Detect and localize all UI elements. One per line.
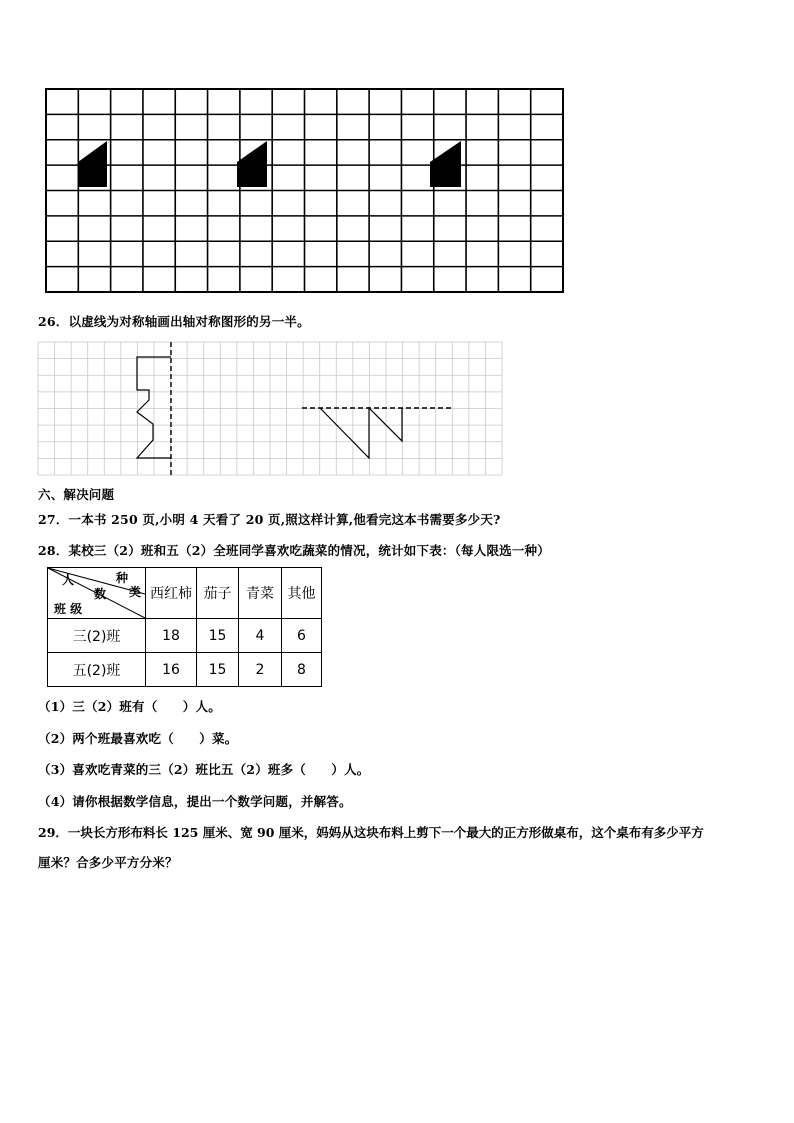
shaded-shape-3	[430, 141, 461, 187]
column-header: 西红柿	[146, 568, 197, 619]
row-label: 五(2)班	[48, 653, 146, 687]
column-header: 茄子	[197, 568, 239, 619]
vegetable-stats-table	[47, 567, 322, 687]
table-cell: 8	[282, 653, 322, 687]
column-header: 其他	[282, 568, 322, 619]
question-29-line-1: 29．一块长方形布料长 125 厘米、宽 90 厘米，妈妈从这块布料上剪下一个最大的正方形做桌布，这个桌布有多少平方	[38, 825, 704, 840]
corner-label-lei: 类	[129, 585, 142, 599]
table-cell: 15	[197, 653, 239, 687]
table-cell: 15	[197, 619, 239, 653]
question-28-sub-4: （4）请你根据数学信息，提出一个数学问题，并解答。	[38, 794, 352, 809]
symmetry-grid	[38, 342, 504, 476]
table-cell: 16	[146, 653, 197, 687]
question-28-sub-3: （3）喜欢吃青菜的三（2）班比五（2）班多（ ）人。	[38, 762, 370, 777]
column-header: 青菜	[239, 568, 282, 619]
half-figure-right	[320, 408, 402, 458]
table-header-row	[48, 568, 322, 619]
table-cell: 4	[239, 619, 282, 653]
question-27: 27．一本书 250 页,小明 4 天看了 20 页,照这样计算,他看完这本书需要多少天?	[38, 512, 501, 527]
question-26: 26．以虚线为对称轴画出轴对称图形的另一半。	[38, 314, 310, 329]
row-label: 三(2)班	[48, 619, 146, 653]
table-corner-cell	[48, 568, 146, 619]
section-6-title: 六、解决问题	[38, 487, 115, 502]
table-row	[48, 653, 322, 687]
shaded-shape-2	[237, 141, 267, 187]
table-cell: 6	[282, 619, 322, 653]
question-28-sub-2: （2）两个班最喜欢吃（ ）菜。	[38, 731, 238, 746]
table-cell: 18	[146, 619, 197, 653]
corner-label-banji: 班 级	[54, 602, 83, 616]
question-28-sub-1: （1）三（2）班有（ ）人。	[38, 699, 221, 714]
question-28: 28．某校三（2）班和五（2）全班同学喜欢吃蔬菜的情况，统计如下表：（每人限选一种）	[38, 543, 550, 558]
question-29-line-2: 厘米？合多少平方分米？	[38, 855, 178, 870]
translation-grid	[46, 89, 566, 295]
corner-label-ren: 人	[62, 573, 75, 587]
corner-label-shu: 数	[94, 587, 107, 601]
table-row	[48, 619, 322, 653]
shaded-shape-1	[78, 141, 107, 187]
table-cell: 2	[239, 653, 282, 687]
corner-label-zhong: 种	[116, 571, 129, 585]
